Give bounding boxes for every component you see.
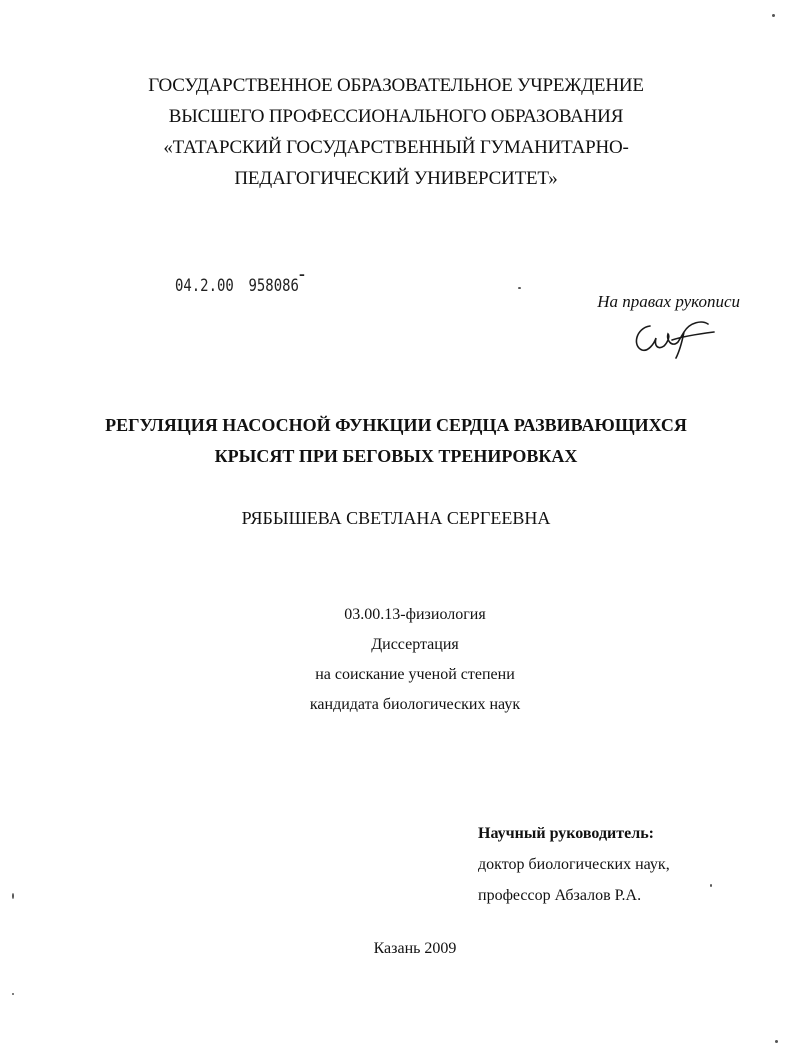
degree-name: кандидата биологических наук <box>309 696 521 713</box>
title-line-2: КРЫСЯТ ПРИ БЕГОВЫХ ТРЕНИРОВКАХ <box>214 446 578 466</box>
title-line-1: РЕГУЛЯЦИЯ НАСОСНОЙ ФУНКЦИИ СЕРДЦА РАЗВИВАЮЩИХСЯ <box>105 415 687 435</box>
scan-speck <box>775 1040 778 1043</box>
institution-line-2: ВЫСШЕГО ПРОФЕССИОНАЛЬНОГО ОБРАЗОВАНИЯ <box>168 106 624 127</box>
supervisor-title: доктор биологических наук, <box>478 856 670 873</box>
document-type: Диссертация <box>371 636 459 653</box>
city-year: Казань 2009 <box>373 940 457 957</box>
scan-speck <box>12 993 14 995</box>
supervisor-heading: Научный руководитель: <box>478 825 654 842</box>
degree-block <box>0 600 792 720</box>
author-name: РЯБЫШЕВА СВЕТЛАНА СЕРГЕЕВНА <box>241 508 551 528</box>
dissertation-title <box>0 410 792 472</box>
supervisor-block <box>478 818 670 911</box>
signature-icon <box>628 318 718 360</box>
stamp-code-1: 04.2.00 <box>175 276 234 296</box>
institution-line-4: ПЕДАГОГИЧЕСКИЙ УНИВЕРСИТЕТ» <box>234 168 558 189</box>
scan-speck <box>772 14 775 17</box>
scan-speck <box>12 893 14 899</box>
institution-line-3: «ТАТАРСКИЙ ГОСУДАРСТВЕННЫЙ ГУМАНИТАРНО- <box>163 137 629 158</box>
institution-line-1: ГОСУДАРСТВЕННОЕ ОБРАЗОВАТЕЛЬНОЕ УЧРЕЖДЕНИЕ <box>148 75 644 96</box>
institution-header <box>0 70 792 194</box>
stamp-suffix: - <box>298 262 305 287</box>
scan-speck <box>518 287 521 289</box>
supervisor-name: профессор Абзалов Р.А. <box>478 887 642 904</box>
degree-purpose: на соискание ученой степени <box>315 666 515 683</box>
library-stamp <box>175 262 305 297</box>
stamp-code-2: 958086 <box>248 276 299 296</box>
rights-note: На правах рукописи <box>597 292 740 311</box>
specialty-code: 03.00.13-физиология <box>344 606 486 623</box>
scan-speck <box>710 884 712 887</box>
